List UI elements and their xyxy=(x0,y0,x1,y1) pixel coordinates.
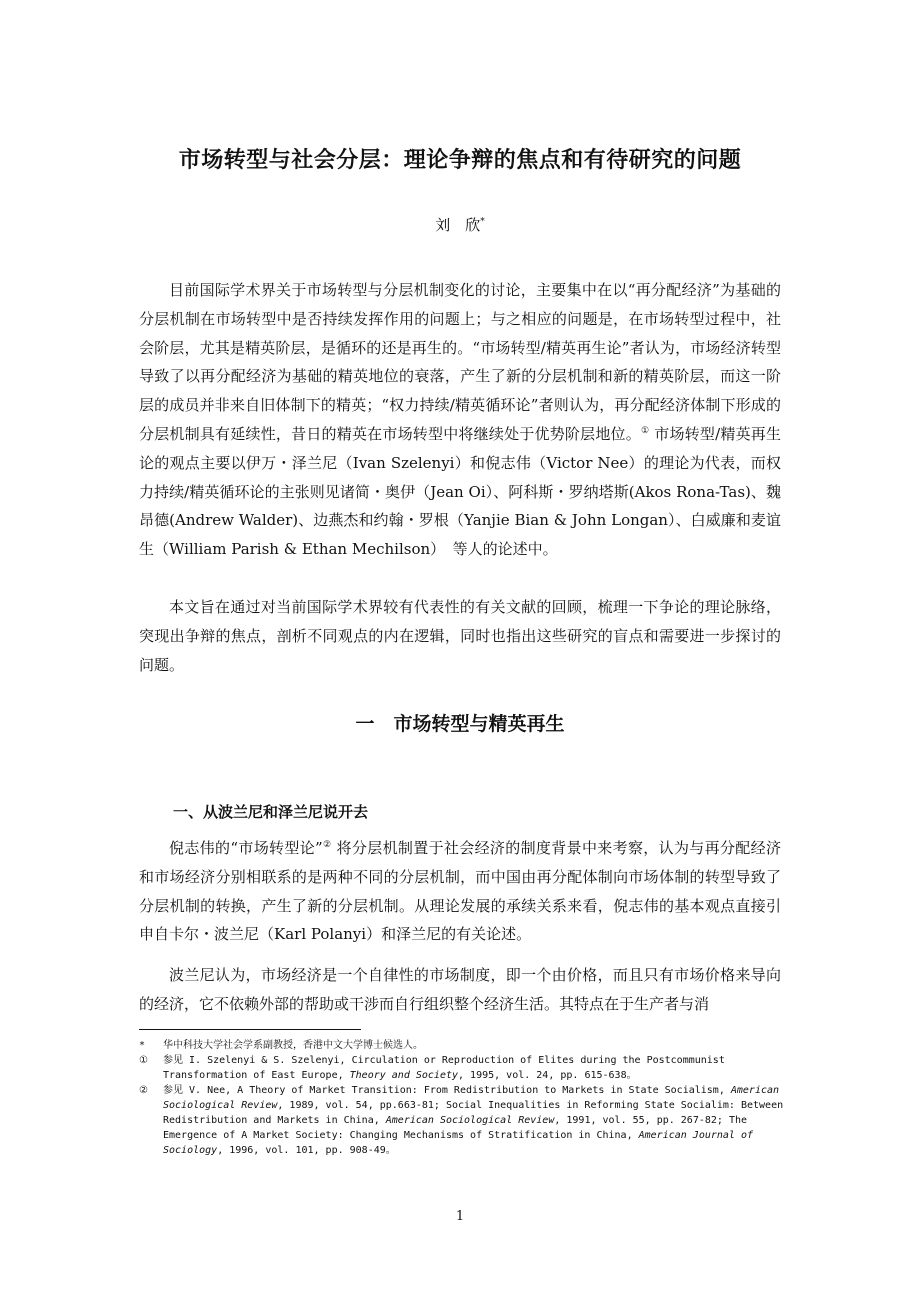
footnote-text-part: , 1995, vol. 24, pp. 615-638。 xyxy=(458,1070,637,1081)
footnote-text xyxy=(163,1053,784,1083)
footnote-text-part: 参见 V. Nee, A Theory of Market Transition: From Redistribution to Markets in State Socialism, xyxy=(163,1085,731,1096)
paper-title: 市场转型与社会分层：理论争辩的焦点和有待研究的问题 xyxy=(178,148,742,173)
footnote-text xyxy=(163,1083,784,1158)
journal-title: American Journal of Sociology xyxy=(163,1130,754,1156)
section-text-a: 倪志伟的“市场转型论” xyxy=(169,839,323,857)
section-paragraph-2 xyxy=(139,961,781,1019)
section-heading: 一 市场转型与精英再生 xyxy=(355,713,565,735)
author-footnote-mark: * xyxy=(480,217,485,227)
footnote-item xyxy=(139,1053,784,1083)
subsection-heading: 一、从波兰尼和泽兰尼说开去 xyxy=(173,803,369,821)
footnote-ref-2: ② xyxy=(322,840,332,850)
journal-title: American Sociological Review xyxy=(385,1115,555,1126)
footnote-divider xyxy=(139,1029,361,1030)
footnote-text-part: , 1989, vol. 54, pp.663-81; Social Inequalities in Reforming State Socialim: Between Redistribution and Markets in China, xyxy=(163,1100,784,1126)
intro-paragraph-2 xyxy=(139,593,781,679)
journal-title: American Sociological Review xyxy=(163,1085,780,1111)
footnote-ref-1: ① xyxy=(640,425,650,436)
footnote-item xyxy=(139,1083,784,1158)
footnote-text-part: , 1991, vol. 55, pp. 267-82; The Emergence of A Market Society: Changing Mechanisms of Stratification in China, xyxy=(163,1115,747,1141)
footnote-text-part: , 1996, vol. 101, pp. 908-49。 xyxy=(217,1145,396,1156)
footnote-item xyxy=(139,1038,784,1053)
footnote-text: 华中科技大学社会学系副教授，香港中文大学博士候选人。 xyxy=(163,1040,423,1051)
footnote-mark: ② xyxy=(139,1085,148,1096)
author-line xyxy=(0,214,920,235)
page-number: 1 xyxy=(455,1209,465,1224)
intro-text-a: 目前国际学术界关于市场转型与分层机制变化的讨论，主要集中在以“再分配经济”为基础的分层机制在市场转型中是否持续发挥作用的问题上；与之相应的问题是，在市场转型过程中，社会阶层，尤其是精英阶层，是循环的还是再生的。“市场转型/精英再生论”者认为，市场经济转型导致了以再分配经济为基础的精英地位的衰落，产生了新的分层机制和新的精英阶层，而这一阶层的成员并非来自旧体制下的精英；“权力持续/精英循环论”者则认为，再分配经济体制下形成的分层机制具有延续性，昔日的精英在市场转型中将继续处于优势阶层地位。 xyxy=(139,281,781,443)
author-name: 刘 欣 xyxy=(435,216,481,234)
intro-text-b: 市场转型/精英再生论的观点主要以伊万・泽兰尼（Ivan Szelenyi）和倪志伟（Victor Nee）的理论为代表，而权力持续/精英循环论的主张则见诸简・奥伊（Jean Oi）、阿科斯・罗纳塔斯(Akos Rona-Tas)、魏昂德(Andrew Walder)、边燕杰和约翰・罗根（Yanjie Bian & John Longan）、白威廉和麦谊生（William Parish & Ethan Mechilson） 等人的论述中。 xyxy=(139,424,781,559)
section-text-b: 将分层机制置于社会经济的制度背景中来考察，认为与再分配经济和市场经济分别相联系的是两种不同的分层机制，而中国由再分配体制向市场体制的转型导致了分层机制的转换，产生了新的分层机制。从理论发展的承续关系来看，倪志伟的基本观点直接引申自卡尔・波兰尼（Karl Polanyi）和泽兰尼的有关论述。 xyxy=(139,839,781,944)
section-paragraph-1 xyxy=(139,834,781,949)
footnote-mark: * xyxy=(139,1040,146,1051)
footnotes xyxy=(139,1038,784,1158)
journal-title: Theory and Society xyxy=(349,1070,459,1081)
intro-paragraph-1 xyxy=(139,276,781,564)
section-text-2: 波兰尼认为，市场经济是一个自律性的市场制度，即一个由价格，而且只有市场价格来导向的经济，它不依赖外部的帮助或干涉而自行组织整个经济生活。其特点在于生产者与消 xyxy=(139,966,781,1013)
footnote-text-part: 参见 I. Szelenyi & S. Szelenyi, Circulation or Reproduction of Elites during the Postcommunist Transformation of East Europe, xyxy=(163,1055,725,1081)
intro-text-2: 本文旨在通过对当前国际学术界较有代表性的有关文献的回顾，梳理一下争论的理论脉络，突现出争辩的焦点，剖析不同观点的内在逻辑，同时也指出这些研究的盲点和需要进一步探讨的问题。 xyxy=(139,598,781,674)
footnote-mark: ① xyxy=(139,1055,148,1066)
